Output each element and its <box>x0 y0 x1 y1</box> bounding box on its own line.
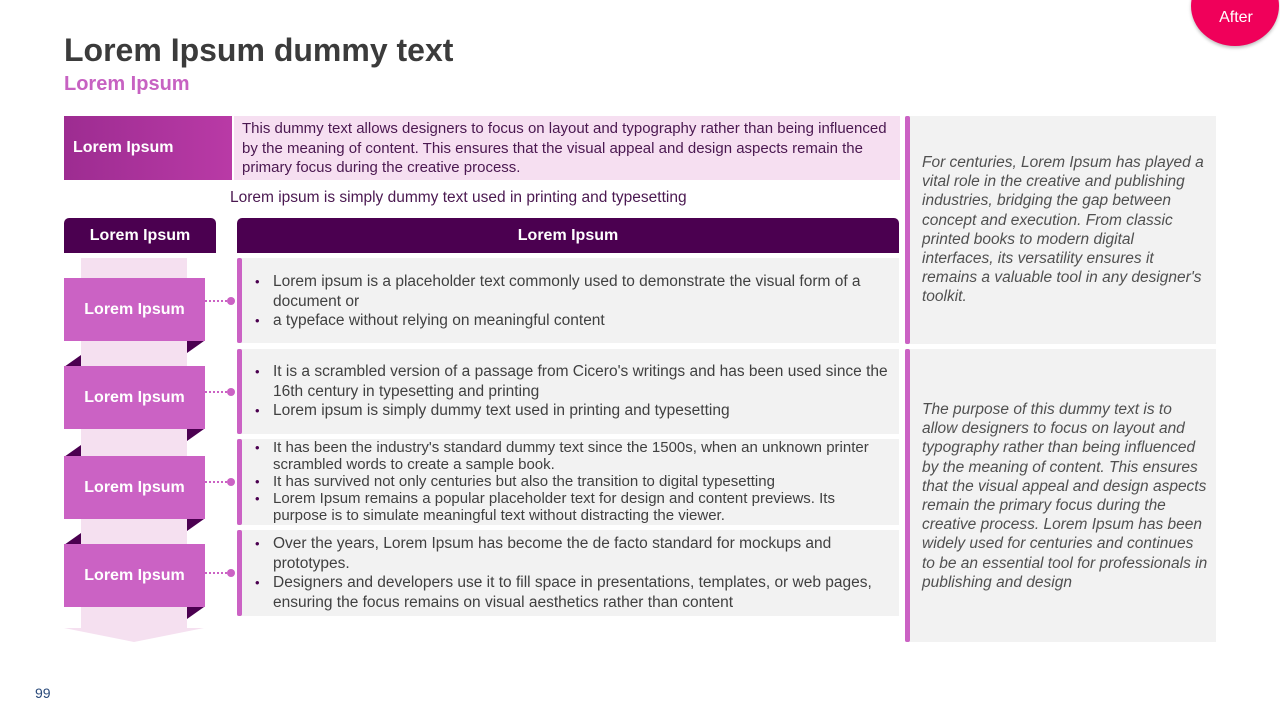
right-column-header: Lorem Ipsum <box>237 218 899 253</box>
left-column-header: Lorem Ipsum <box>64 218 216 253</box>
note-text-1: For centuries, Lorem Ipsum has played a vital role in the creative and publishing industries, bridging the gap between concept and execution. From classic printed books to modern digital interfaces, its versatility ensures it remains a valuable tool in any designer's toolkit. <box>922 154 1204 306</box>
page-subtitle: Lorem Ipsum <box>64 73 190 95</box>
bullet-item: • It is a scrambled version of a passage from Cicero's writings and has been used since the 16th century in typesetting and printing <box>253 362 889 401</box>
bullet-item: • Lorem Ipsum remains a popular placeholder text for design and content previews. Its purpose is to simulate meaningful text without distracting the viewer. <box>253 490 893 524</box>
bullet-item: • Lorem ipsum is a placeholder text commonly used to demonstrate the visual form of a document or <box>253 272 889 311</box>
bullet-item: • Designers and developers use it to fill space in presentations, templates, or web pages, ensuring the focus remains on visual aesthetics rather than content <box>253 573 889 612</box>
step-ribbon-1: Lorem Ipsum <box>64 278 205 341</box>
bullet-box-stripe-3 <box>237 439 242 525</box>
ribbon-fold-1 <box>187 341 204 353</box>
step-ribbon-2: Lorem Ipsum <box>64 366 205 429</box>
page-number: 99 <box>35 685 51 701</box>
bullet-list-2 <box>253 362 889 421</box>
bullet-list-3 <box>253 439 893 524</box>
ribbon-fold-3 <box>187 519 204 531</box>
bullet-item: • Lorem ipsum is simply dummy text used in printing and typesetting <box>253 401 889 421</box>
bullet-item: • It has survived not only centuries but also the transition to digital typesetting <box>253 473 893 490</box>
connector-dot-3 <box>227 478 235 486</box>
step-ribbon-4: Lorem Ipsum <box>64 544 205 607</box>
intro-label: Lorem Ipsum <box>73 139 174 156</box>
step-ribbon-3: Lorem Ipsum <box>64 456 205 519</box>
bullet-box-stripe-4 <box>237 530 242 616</box>
bullet-item: • It has been the industry's standard dummy text since the 1500s, when an unknown printer scrambled words to create a sample book. <box>253 439 893 473</box>
page-title: Lorem Ipsum dummy text <box>64 32 454 68</box>
ribbon-fold-4 <box>187 607 204 619</box>
bullet-item: • a typeface without relying on meaningful content <box>253 311 889 331</box>
flow-arrow-icon <box>64 628 204 642</box>
connector-dot-4 <box>227 569 235 577</box>
note-stripe-2 <box>905 349 910 642</box>
bullet-list-1 <box>253 272 889 331</box>
ribbon-fold-2 <box>187 429 204 441</box>
intro-caption: Lorem ipsum is simply dummy text used in printing and typesetting <box>230 189 687 206</box>
connector-dot-1 <box>227 297 235 305</box>
intro-text: This dummy text allows designers to focus on layout and typography rather than being influenced by the meaning of content. This ensures that the visual appeal and design aspects remain the primary focus during the creative process. <box>242 120 887 176</box>
note-text-2: The purpose of this dummy text is to allow designers to focus on layout and typography rather than being influenced by the meaning of content. This ensures that the visual appeal and design aspects remain the primary focus during the creative process. Lorem Ipsum has been widely used for centuries and continues to be an essential tool for professionals in publishing and design <box>922 401 1208 591</box>
note-stripe-1 <box>905 116 910 344</box>
bullet-item: • Over the years, Lorem Ipsum has become the de facto standard for mockups and prototypes. <box>253 534 889 573</box>
bullet-box-stripe-2 <box>237 349 242 434</box>
after-badge-label: After <box>1219 9 1253 26</box>
bullet-box-stripe-1 <box>237 258 242 343</box>
connector-dot-2 <box>227 388 235 396</box>
bullet-list-4 <box>253 534 889 612</box>
